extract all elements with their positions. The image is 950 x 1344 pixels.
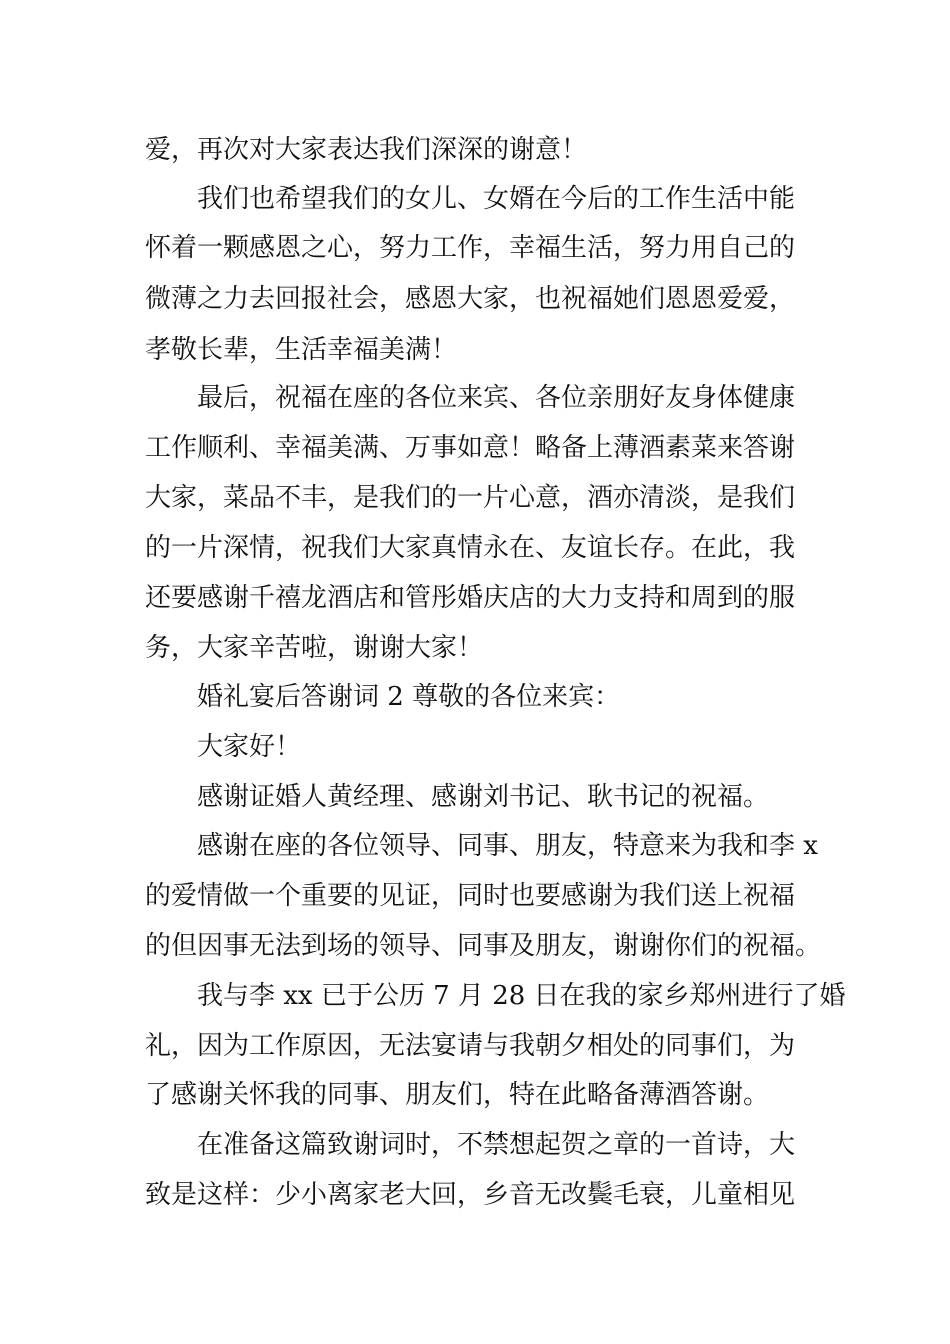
text-line: 的爱情做一个重要的见证，同时也要感谢为我们送上祝福 [145, 881, 796, 911]
text-line: 工作顺利、幸福美满、万事如意！略备上薄酒素菜来答谢 [145, 433, 796, 463]
text-line: 还要感谢千禧龙酒店和管彤婚庆店的大力支持和周到的服 [145, 583, 796, 613]
paragraph-first-line: 感谢在座的各位领导、同事、朋友，特意来为我和李 x [197, 831, 818, 861]
text-line: 务，大家辛苦啦，谢谢大家！ [145, 633, 484, 663]
paragraph-first-line: 婚礼宴后答谢词 2 尊敬的各位来宾： [197, 682, 621, 712]
paragraph-first-line: 大家好！ [197, 732, 302, 762]
text-line: 了感谢关怀我的同事、朋友们，特在此略备薄酒答谢。 [145, 1080, 770, 1110]
text-line: 礼，因为工作原因，无法宴请与我朝夕相处的同事们，为 [145, 1031, 796, 1061]
text-line: 孝敬长辈，生活幸福美满！ [145, 335, 458, 365]
paragraph-first-line: 在准备这篇致谢词时，不禁想起贺之章的一首诗，大 [197, 1130, 796, 1160]
paragraph-first-line: 感谢证婚人黄经理、感谢刘书记、耿书记的祝福。 [197, 782, 770, 812]
paragraph-first-line: 我与李 xx 已于公历 7 月 28 日在我的家乡郑州进行了婚 [197, 981, 846, 1011]
text-line: 大家，菜品不丰，是我们的一片心意，酒亦清淡，是我们 [145, 483, 796, 513]
text-line: 爱，再次对大家表达我们深深的谢意！ [145, 135, 588, 165]
text-line: 的一片深情，祝我们大家真情永在、友谊长存。在此，我 [145, 533, 796, 563]
text-line: 怀着一颗感恩之心，努力工作，幸福生活，努力用自己的 [145, 233, 796, 263]
text-line: 微薄之力去回报社会，感恩大家，也祝福她们恩恩爱爱， [145, 284, 796, 314]
text-line: 致是这样：少小离家老大回，乡音无改鬓毛衰，儿童相见 [145, 1180, 796, 1210]
paragraph-first-line: 我们也希望我们的女儿、女婿在今后的工作生活中能 [197, 184, 796, 214]
paragraph-first-line: 最后，祝福在座的各位来宾、各位亲朋好友身体健康 [197, 383, 796, 413]
text-line: 的但因事无法到场的领导、同事及朋友，谢谢你们的祝福。 [145, 931, 822, 961]
